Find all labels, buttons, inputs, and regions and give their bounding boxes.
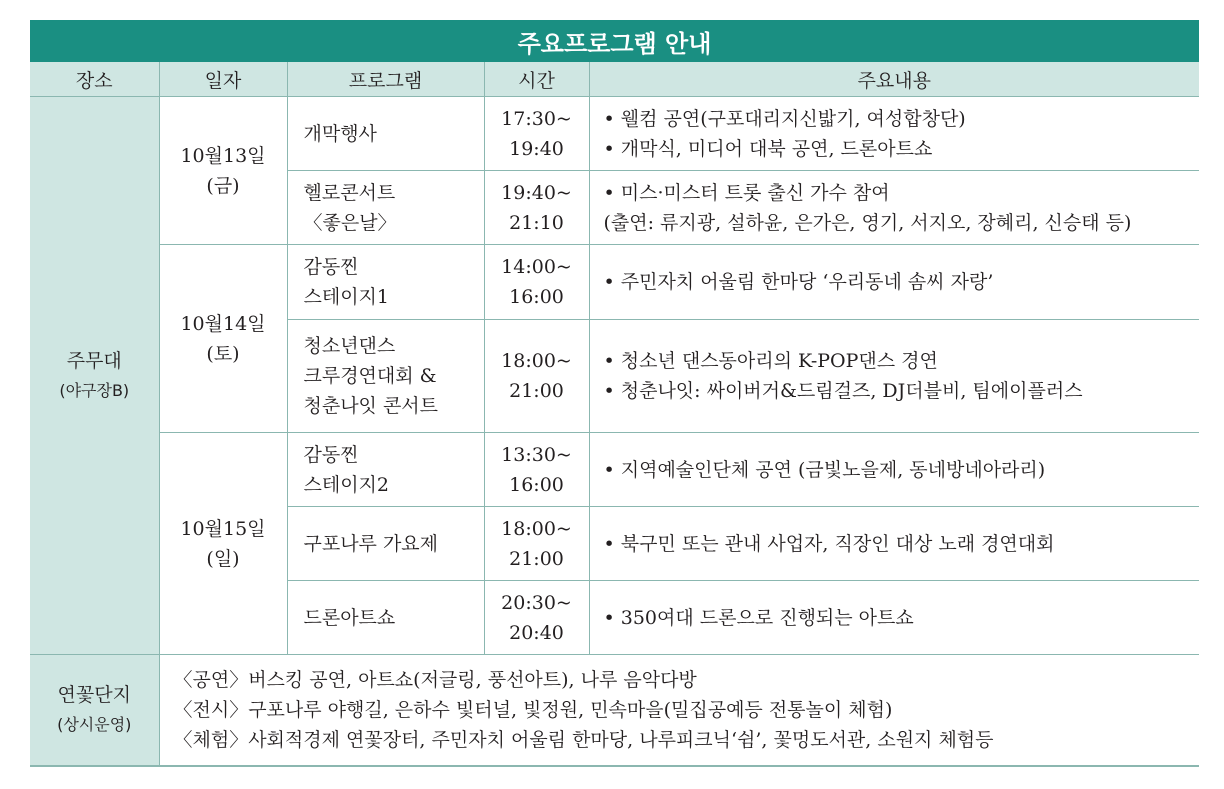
content-line: • 청춘나잇: 싸이버거&드림걸즈, DJ더블비, 팀에이플러스 <box>603 380 1083 402</box>
program-cell <box>287 507 484 581</box>
table-row <box>30 433 1199 507</box>
header-program: 프로그램 <box>287 62 484 97</box>
header-time: 시간 <box>484 62 589 97</box>
weekday-text: (토) <box>206 342 240 365</box>
content-line: • 지역예술인단체 공연 (금빛노을제, 동네방네아라리) <box>603 458 1046 481</box>
content-line: • 웰컴 공연(구포대리지신밟기, 여성합창단) <box>603 107 966 130</box>
program-text: 구포나루 가요제 <box>303 532 439 555</box>
time-cell <box>484 507 589 581</box>
content-line: (출연: 류지광, 설하윤, 은가은, 영기, 서지오, 장혜리, 신승태 등) <box>603 211 1132 234</box>
time-end: 16:00 <box>509 473 564 496</box>
program-text: 감동찐 <box>303 443 359 466</box>
time-cell <box>484 320 589 433</box>
stage-cell <box>30 97 159 655</box>
content-line: • 북구민 또는 관내 사업자, 직장인 대상 노래 경연대회 <box>603 532 1055 555</box>
time-cell <box>484 581 589 655</box>
time-start: 14:00~ <box>501 256 572 278</box>
content-cell <box>589 433 1199 507</box>
header-date: 일자 <box>159 62 287 97</box>
program-cell <box>287 320 484 433</box>
time-end: 20:40 <box>509 621 564 644</box>
content-line: • 350여대 드론으로 진행되는 아트쇼 <box>603 606 914 629</box>
date-text: 10월14일 <box>180 312 266 335</box>
content-line: • 미스·미스터 트롯 출신 가수 참여 <box>603 181 890 204</box>
program-table <box>30 62 1199 767</box>
time-start: 18:00~ <box>501 350 572 372</box>
date-cell <box>159 433 287 655</box>
program-cell <box>287 581 484 655</box>
content-cell <box>589 97 1199 171</box>
header-place: 장소 <box>30 62 159 97</box>
lotus-sub: (상시운영) <box>57 715 132 734</box>
date-cell <box>159 245 287 433</box>
content-line: • 주민자치 어울림 한마당 ‘우리동네 솜씨 자랑’ <box>603 271 994 293</box>
time-cell <box>484 245 589 320</box>
time-end: 21:10 <box>509 211 564 234</box>
content-cell <box>589 320 1199 433</box>
content-cell <box>589 171 1199 245</box>
table-row <box>30 97 1199 171</box>
stage-sub: (야구장B) <box>59 380 130 400</box>
program-text: 드론아트쇼 <box>303 606 396 629</box>
lotus-name: 연꽃단지 <box>57 684 131 706</box>
program-guide <box>30 20 1199 767</box>
lotus-content-cell <box>159 655 1199 767</box>
time-start: 17:30~ <box>501 107 572 130</box>
page-title: 주요프로그램 안내 <box>30 20 1199 62</box>
program-text: 청춘나잇 콘서트 <box>303 395 439 417</box>
time-cell <box>484 97 589 171</box>
program-text: 감동찐 <box>303 256 359 278</box>
program-text: 개막행사 <box>303 122 377 145</box>
content-line: • 개막식, 미디어 대북 공연, 드론아트쇼 <box>603 137 933 160</box>
program-cell <box>287 433 484 507</box>
table-header-row <box>30 62 1199 97</box>
table-row <box>30 245 1199 320</box>
time-end: 16:00 <box>509 286 564 308</box>
time-end: 21:00 <box>509 547 564 570</box>
date-cell <box>159 97 287 245</box>
time-start: 20:30~ <box>501 591 572 614</box>
weekday-text: (일) <box>206 547 240 570</box>
program-cell <box>287 171 484 245</box>
lotus-line-exhibition: 〈전시〉구포나루 야행길, 은하수 빛터널, 빛정원, 민속마을(밀집공예등 전통놀이 체험) <box>173 699 893 721</box>
program-text: 스테이지1 <box>303 286 390 308</box>
time-cell <box>484 171 589 245</box>
time-end: 21:00 <box>509 380 564 402</box>
program-cell <box>287 97 484 171</box>
content-line: • 청소년 댄스동아리의 K-POP댄스 경연 <box>603 350 938 372</box>
program-text: 청소년댄스 <box>303 335 396 357</box>
time-start: 18:00~ <box>501 517 572 540</box>
date-text: 10월13일 <box>180 144 266 167</box>
program-text: 〈좋은날〉 <box>303 211 397 234</box>
content-cell <box>589 581 1199 655</box>
content-cell <box>589 245 1199 320</box>
time-start: 13:30~ <box>501 443 572 466</box>
time-end: 19:40 <box>509 137 564 160</box>
program-cell <box>287 245 484 320</box>
weekday-text: (금) <box>206 174 240 197</box>
date-text: 10월15일 <box>180 517 266 540</box>
header-content: 주요내용 <box>589 62 1199 97</box>
lotus-line-experience: 〈체험〉사회적경제 연꽃장터, 주민자치 어울림 한마당, 나루피크닉‘쉼’, 꽃멍도서관, 소원지 체험등 <box>173 729 994 751</box>
time-start: 19:40~ <box>501 181 572 204</box>
time-cell <box>484 433 589 507</box>
table-row <box>30 655 1199 767</box>
program-text: 스테이지2 <box>303 473 390 496</box>
stage-name: 주무대 <box>66 349 122 372</box>
lotus-line-performance: 〈공연〉버스킹 공연, 아트쇼(저글링, 풍선아트), 나루 음악다방 <box>173 669 697 691</box>
lotus-cell <box>30 655 159 767</box>
program-text: 헬로콘서트 <box>303 181 396 204</box>
program-text: 크루경연대회 & <box>303 365 437 387</box>
content-cell <box>589 507 1199 581</box>
